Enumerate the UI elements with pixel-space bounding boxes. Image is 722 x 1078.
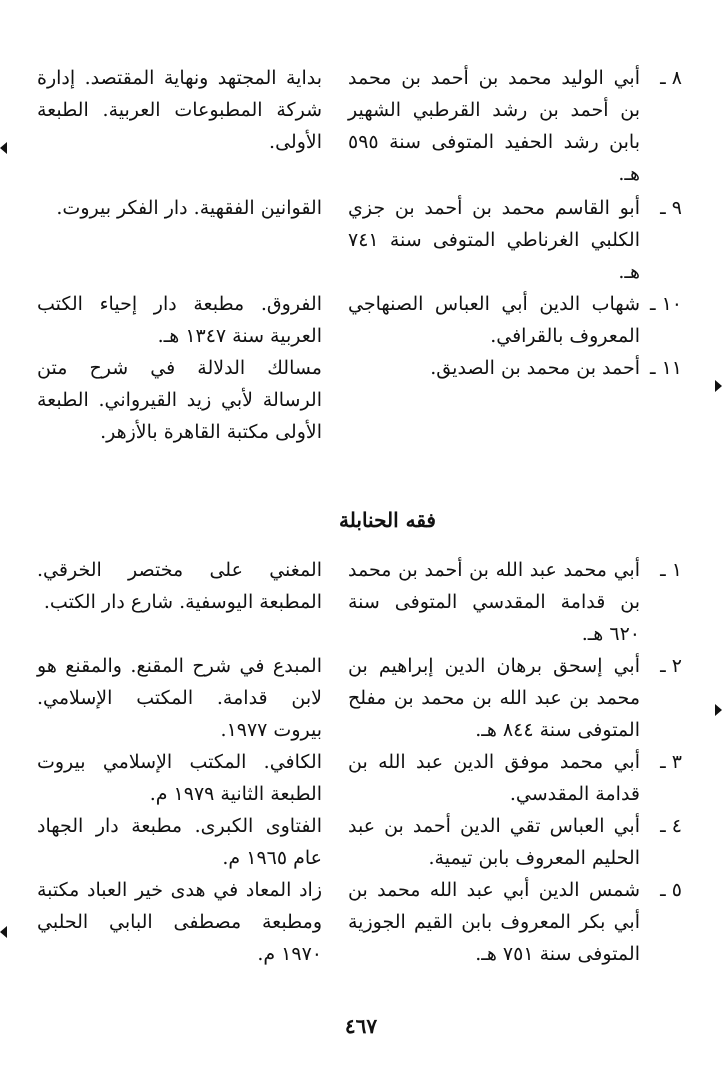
author-cell: [337, 352, 682, 448]
author-cell: [337, 650, 682, 746]
list-item: [32, 554, 682, 650]
author-text: أبو القاسم محمد بن أحمد بن جزي الكلبي الغرناطي المتوفى سنة ٧٤١ هـ.: [348, 197, 640, 283]
entry-number: ٩ ـ: [660, 197, 682, 219]
author-text: أبي محمد موفق الدين عبد الله بن قدامة المقدسي.: [348, 751, 640, 805]
list-item: [32, 352, 682, 448]
section-heading: فقه الحنابلة: [339, 508, 436, 532]
entry-number: ٣ ـ: [660, 751, 682, 773]
list-item: [32, 746, 682, 810]
author-text: شهاب الدين أبي العباس الصنهاجي المعروف بالقرافي.: [348, 293, 640, 347]
list-item: [32, 874, 682, 970]
book-text: مسالك الدلالة في شرح متن الرسالة لأبي زيد القيرواني. الطبعة الأولى مكتبة القاهرة بالأزهر.: [37, 357, 322, 443]
list-item: [32, 192, 682, 288]
entry-number: ١١ ـ: [649, 357, 682, 379]
book-text: الفتاوى الكبرى. مطبعة دار الجهاد عام ١٩٦٥ م.: [37, 815, 322, 869]
list-item: [32, 810, 682, 874]
author-cell: [337, 554, 682, 650]
list-item: [32, 650, 682, 746]
book-text: القوانين الفقهية. دار الفكر بيروت.: [56, 197, 322, 219]
author-text: أحمد بن محمد بن الصديق.: [430, 357, 640, 379]
scan-mark-icon: [715, 380, 722, 392]
scan-mark-icon: [0, 142, 7, 154]
scan-mark-icon: [0, 926, 7, 938]
list-item: [32, 288, 682, 352]
book-text: زاد المعاد في هدى خير العباد مكتبة ومطبعة مصطفى البابي الحلبي ١٩٧٠ م.: [37, 879, 322, 965]
book-text: الكافي. المكتب الإسلامي بيروت الطبعة الثانية ١٩٧٩ م.: [37, 751, 322, 805]
author-cell: [337, 62, 682, 190]
author-cell: [337, 746, 682, 810]
entry-number: ١٠ ـ: [649, 293, 682, 315]
author-text: أبي إسحق برهان الدين إبراهيم بن محمد بن عبد الله بن محمد بن مفلح المتوفى سنة ٨٤٤ هـ.: [348, 655, 640, 741]
author-text: أبي العباس تقي الدين أحمد بن عبد الحليم المعروف بابن تيمية.: [348, 815, 640, 869]
entry-number: ٢ ـ: [660, 655, 682, 677]
entry-number: ٥ ـ: [660, 879, 682, 901]
page-number: ٤٦٧: [344, 1014, 378, 1038]
author-cell: [337, 810, 682, 874]
book-text: المبدع في شرح المقنع. والمقنع هو لابن قدامة. المكتب الإسلامي. بيروت ١٩٧٧.: [37, 655, 322, 741]
list-item: [32, 62, 682, 190]
book-text: بداية المجتهد ونهاية المقتصد. إدارة شركة المطبوعات العربية. الطبعة الأولى.: [37, 67, 322, 153]
entry-number: ٨ ـ: [660, 67, 682, 89]
author-cell: [337, 874, 682, 970]
author-text: شمس الدين أبي عبد الله محمد بن أبي بكر المعروف بابن القيم الجوزية المتوفى سنة ٧٥١ هـ.: [348, 879, 640, 965]
author-cell: [337, 288, 682, 352]
entry-number: ١ ـ: [660, 559, 682, 581]
author-text: أبي محمد عبد الله بن أحمد بن محمد بن قدامة المقدسي المتوفى سنة ٦٢٠ هـ.: [348, 559, 640, 645]
author-cell: [337, 192, 682, 288]
entry-number: ٤ ـ: [660, 815, 682, 837]
scan-mark-icon: [715, 704, 722, 716]
book-text: المغني على مختصر الخرقي. المطبعة اليوسفية. شارع دار الكتب.: [37, 559, 322, 613]
book-text: الفروق. مطبعة دار إحياء الكتب العربية سنة ١٣٤٧ هـ.: [37, 293, 322, 347]
author-text: أبي الوليد محمد بن أحمد بن محمد بن أحمد بن رشد القرطبي الشهير بابن رشد الحفيد المتوفى سنة ٥٩٥ هـ.: [348, 67, 640, 185]
